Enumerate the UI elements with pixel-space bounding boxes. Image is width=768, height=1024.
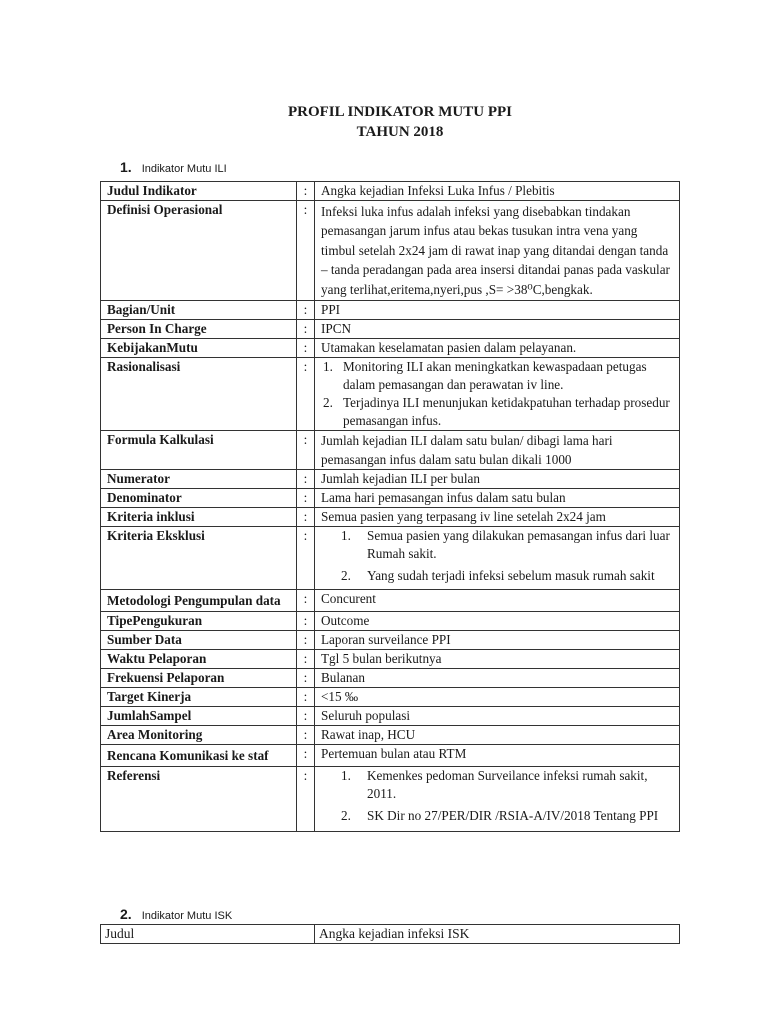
row-label: Rencana Komunikasi ke staf	[101, 745, 297, 767]
table-row	[101, 631, 680, 650]
row-value: Laporan surveilance PPI	[315, 631, 680, 650]
colon-separator: :	[297, 688, 315, 707]
row-value: Jumlah kejadian ILI dalam satu bulan/ dibagi lama hari pemasangan infus dalam satu bulan dikali 1000	[315, 431, 680, 470]
list-text: Semua pasien yang dilakukan pemasangan infus dari luar Rumah sakit.	[367, 528, 670, 562]
row-value: Bulanan	[315, 669, 680, 688]
table-row	[101, 688, 680, 707]
table-row	[101, 650, 680, 669]
row-label: Numerator	[101, 470, 297, 489]
colon-separator: :	[297, 590, 315, 612]
section-heading-isk	[120, 906, 232, 922]
colon-separator: :	[297, 339, 315, 358]
table-row	[101, 590, 680, 612]
list-item	[321, 567, 675, 585]
row-value: Jumlah kejadian ILI per bulan	[315, 470, 680, 489]
colon-separator: :	[297, 489, 315, 508]
row-label: Person In Charge	[101, 320, 297, 339]
colon-separator: :	[297, 650, 315, 669]
row-value	[315, 527, 680, 590]
row-label: Area Monitoring	[101, 726, 297, 745]
indicator-profile-table	[100, 181, 680, 832]
list-text: Terjadinya ILI menunjukan ketidakpatuhan terhadap prosedur pemasangan infus.	[343, 395, 670, 429]
row-label: Sumber Data	[101, 631, 297, 650]
row-label: Metodologi Pengumpulan data	[101, 590, 297, 612]
row-label: Kriteria inklusi	[101, 508, 297, 527]
row-value: Tgl 5 bulan berikutnya	[315, 650, 680, 669]
table-row	[101, 431, 680, 470]
list-number: 2.	[323, 395, 333, 411]
colon-separator: :	[297, 358, 315, 431]
section-number: 1.	[120, 159, 132, 175]
row-value	[315, 358, 680, 431]
colon-separator: :	[297, 745, 315, 767]
row-value: Seluruh populasi	[315, 707, 680, 726]
row-label: Formula Kalkulasi	[101, 431, 297, 470]
colon-separator: :	[297, 470, 315, 489]
isk-indicator-table	[100, 924, 680, 944]
list-item	[321, 807, 675, 825]
row-value: Infeksi luka infus adalah infeksi yang disebabkan tindakan pemasangan jarum infus atau bekas tusukan intra vena yang timbul setelah 2x24 jam di rawat inap yang ditandai dengan tanda – tanda peradangan pada area insersi ditandai panas pada vaskular yang terlihat,eritema,nyeri,pus ,S= >38⁰C,bengkak.	[315, 201, 680, 301]
table-row	[101, 339, 680, 358]
row-value: Pertemuan bulan atau RTM	[315, 745, 680, 767]
list-number: 2.	[341, 808, 351, 824]
row-label: Referensi	[101, 767, 297, 832]
table-row	[101, 470, 680, 489]
row-value: Utamakan keselamatan pasien dalam pelayanan.	[315, 339, 680, 358]
colon-separator: :	[297, 527, 315, 590]
row-value: <15 ‰	[315, 688, 680, 707]
list-number: 1.	[341, 528, 351, 544]
row-label: JumlahSampel	[101, 707, 297, 726]
list-number: 1.	[341, 768, 351, 784]
table-row	[101, 612, 680, 631]
row-value: Rawat inap, HCU	[315, 726, 680, 745]
row-value: Angka kejadian Infeksi Luka Infus / Plebitis	[315, 182, 680, 201]
colon-separator: :	[297, 301, 315, 320]
colon-separator: :	[297, 612, 315, 631]
section-heading-ili	[120, 159, 227, 175]
row-label: TipePengukuran	[101, 612, 297, 631]
exclusion-list	[321, 527, 675, 585]
table-row	[101, 669, 680, 688]
list-text: Kemenkes pedoman Surveilance infeksi rumah sakit, 2011.	[367, 768, 648, 802]
row-value: Semua pasien yang terpasang iv line setelah 2x24 jam	[315, 508, 680, 527]
table-row	[101, 925, 680, 944]
row-label: Frekuensi Pelaporan	[101, 669, 297, 688]
row-label: Rasionalisasi	[101, 358, 297, 431]
colon-separator: :	[297, 182, 315, 201]
list-text: Monitoring ILI akan meningkatkan kewaspadaan petugas dalam pemasangan dan perawatan iv line.	[343, 359, 647, 393]
row-value: Lama hari pemasangan infus dalam satu bulan	[315, 489, 680, 508]
row-label: Target Kinerja	[101, 688, 297, 707]
table-row	[101, 508, 680, 527]
colon-separator: :	[297, 631, 315, 650]
table-row	[101, 301, 680, 320]
document-title: PROFIL INDIKATOR MUTU PPI	[287, 104, 513, 120]
colon-separator: :	[297, 508, 315, 527]
table-row	[101, 320, 680, 339]
reference-list	[321, 767, 675, 825]
list-item	[321, 767, 675, 803]
list-text: Yang sudah terjadi infeksi sebelum masuk rumah sakit	[367, 568, 655, 584]
row-label: Waktu Pelaporan	[101, 650, 297, 669]
table-row	[101, 707, 680, 726]
table-row	[101, 745, 680, 767]
row-label: Kriteria Eksklusi	[101, 527, 297, 590]
row-label: Bagian/Unit	[101, 301, 297, 320]
section-label: Indikator Mutu ILI	[141, 163, 227, 175]
list-number: 1.	[323, 359, 333, 375]
list-number: 2.	[341, 568, 351, 584]
row-label: KebijakanMutu	[101, 339, 297, 358]
colon-separator: :	[297, 726, 315, 745]
list-item	[321, 527, 675, 563]
table-row	[101, 358, 680, 431]
row-value: Angka kejadian infeksi ISK	[315, 925, 680, 944]
colon-separator: :	[297, 201, 315, 301]
table-row	[101, 767, 680, 832]
row-value	[315, 767, 680, 832]
row-value: Outcome	[315, 612, 680, 631]
row-value: PPI	[315, 301, 680, 320]
row-value: IPCN	[315, 320, 680, 339]
table-row	[101, 527, 680, 590]
table-row	[101, 489, 680, 508]
section-number: 2.	[120, 906, 132, 922]
section-label: Indikator Mutu ISK	[141, 910, 233, 922]
row-label: Denominator	[101, 489, 297, 508]
table-row	[101, 182, 680, 201]
table-row	[101, 726, 680, 745]
colon-separator: :	[297, 767, 315, 832]
row-label: Judul Indikator	[101, 182, 297, 201]
colon-separator: :	[297, 707, 315, 726]
row-label: Definisi Operasional	[101, 201, 297, 301]
list-item	[321, 358, 675, 394]
row-label: Judul	[101, 925, 315, 944]
table-row	[101, 201, 680, 301]
list-item	[321, 394, 675, 430]
rationale-list	[321, 358, 675, 430]
document-year: TAHUN 2018	[356, 124, 444, 140]
colon-separator: :	[297, 669, 315, 688]
list-text: SK Dir no 27/PER/DIR /RSIA-A/IV/2018 Tentang PPI	[367, 808, 659, 824]
row-value: Concurent	[315, 590, 680, 612]
colon-separator: :	[297, 320, 315, 339]
colon-separator: :	[297, 431, 315, 470]
